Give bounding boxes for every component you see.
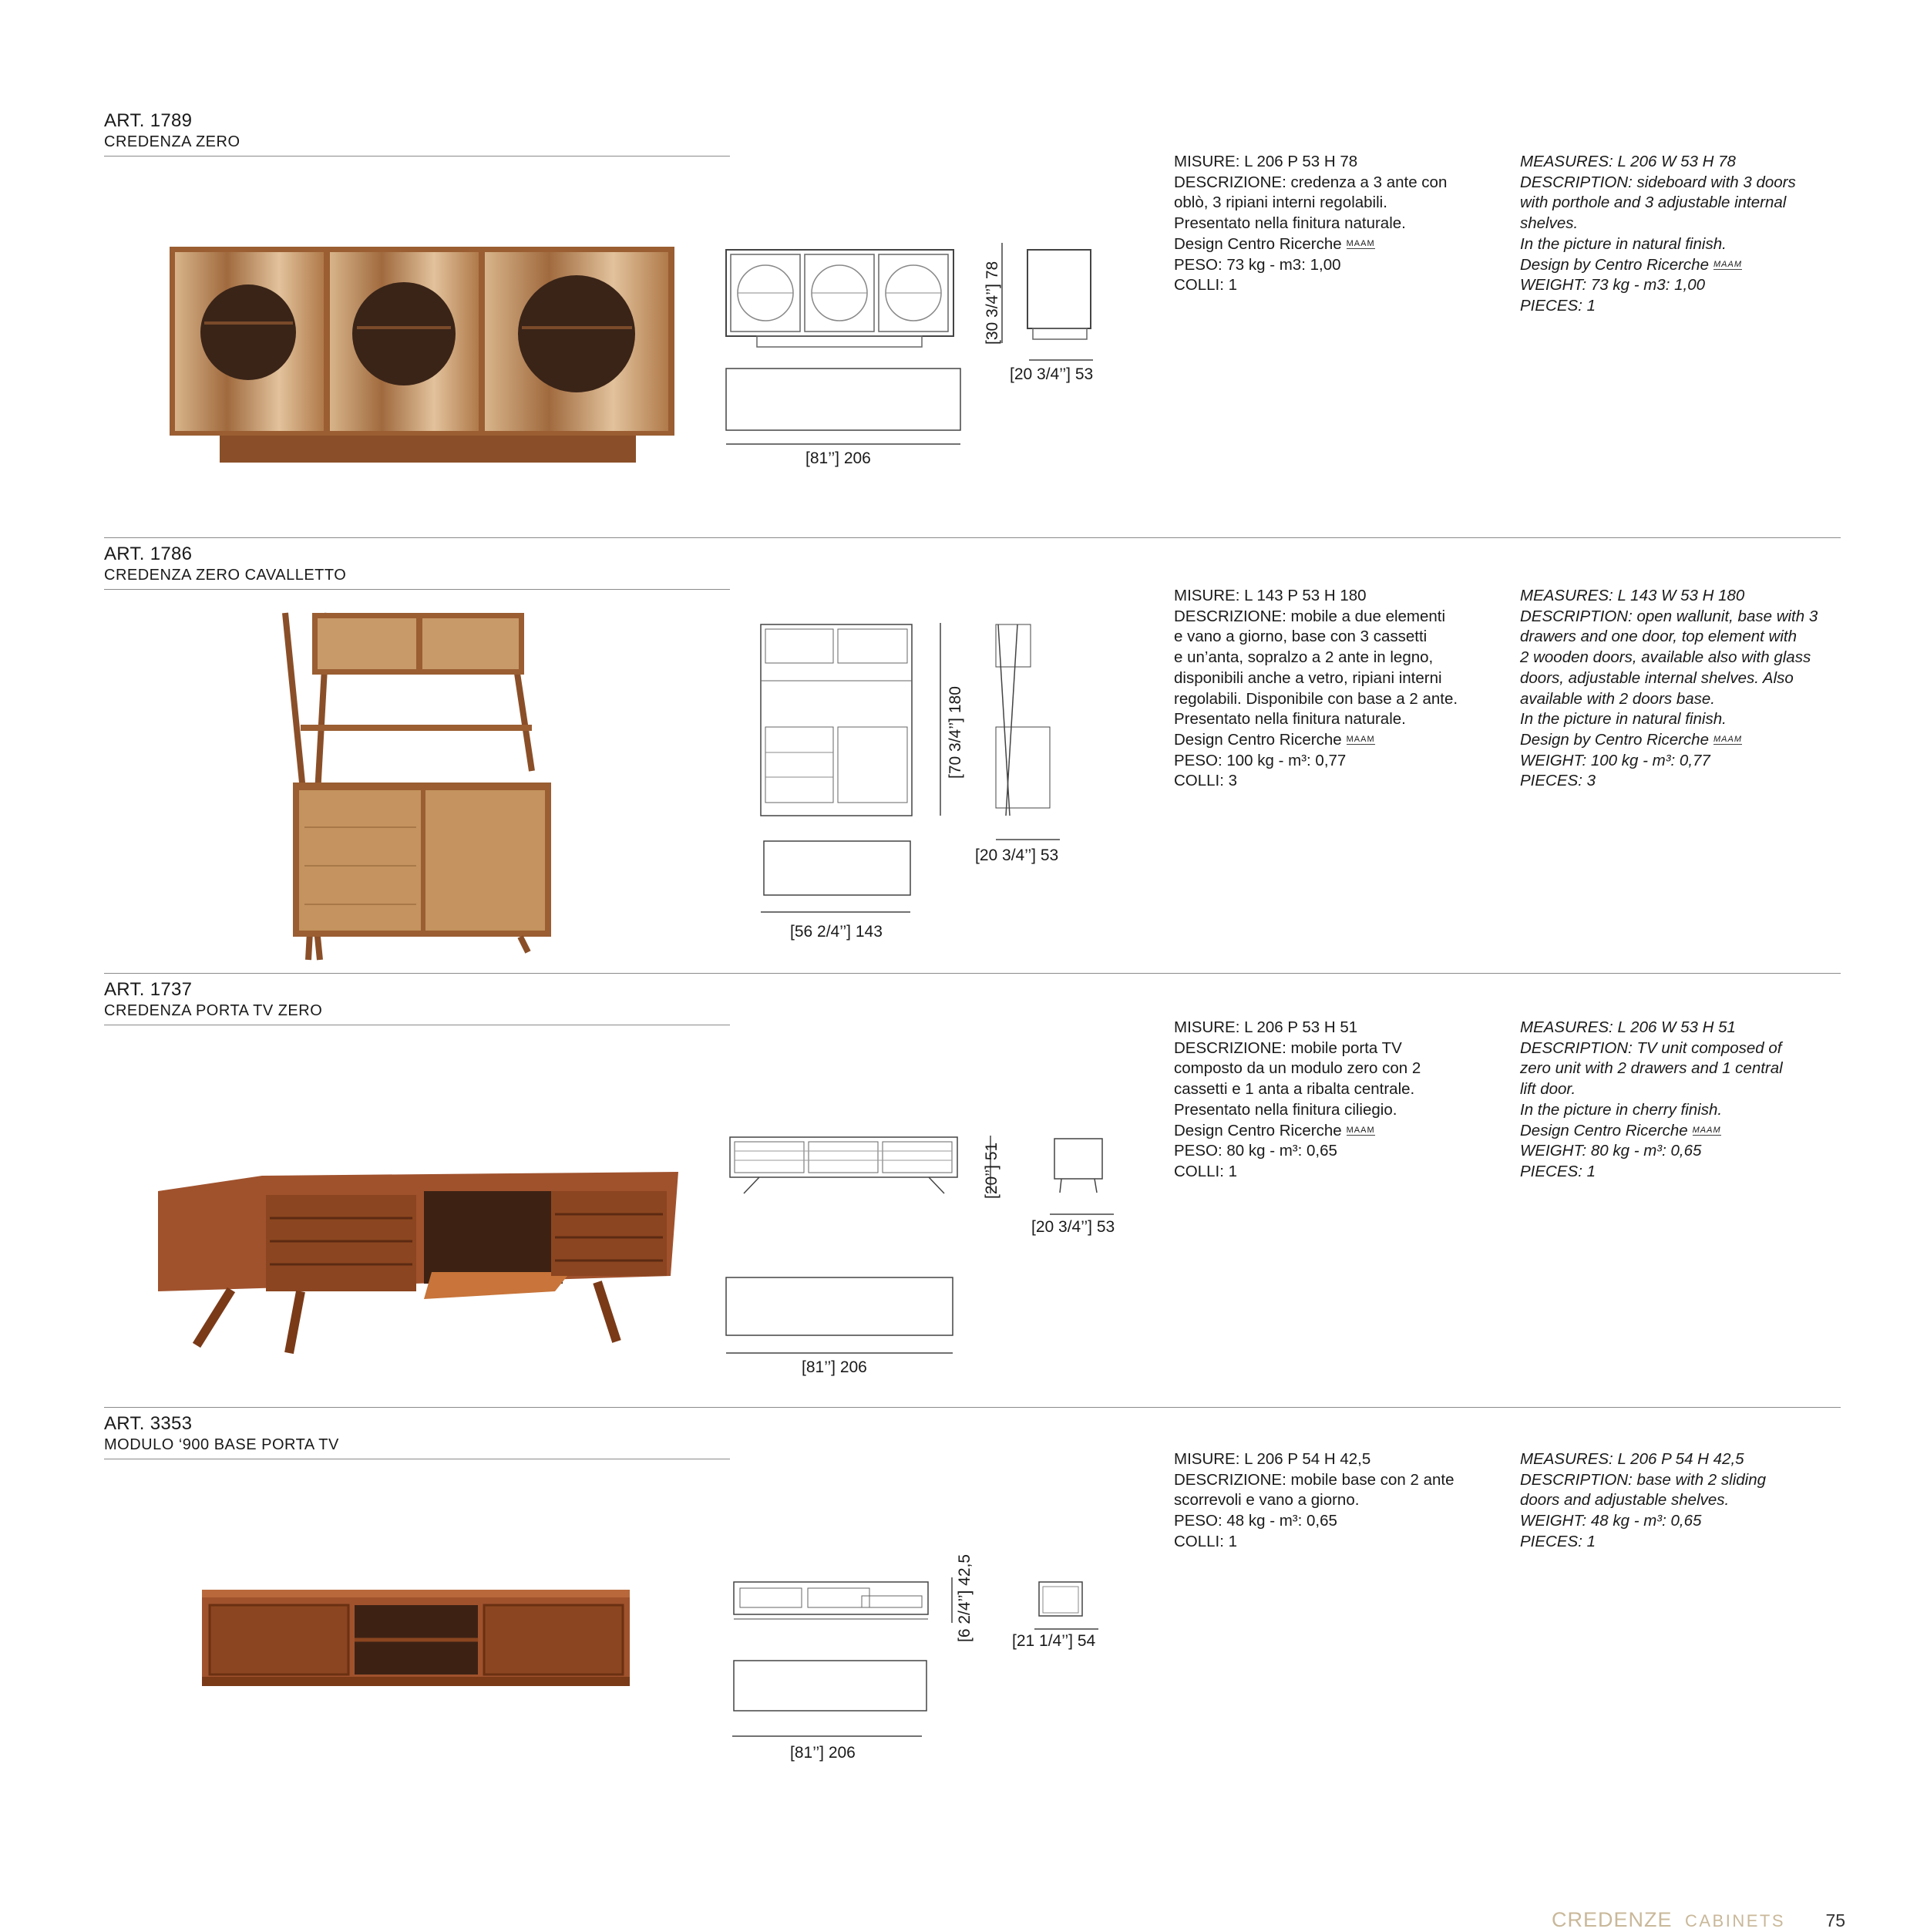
product-photo-wallunit bbox=[277, 609, 555, 964]
front-elevation-drawing bbox=[732, 1580, 933, 1623]
width-dimension: [56 2/4’’] 143 bbox=[790, 923, 883, 941]
depth-dimension-line bbox=[1027, 356, 1097, 364]
text-line: DESCRIPTION: sideboard with 3 doors bbox=[1520, 173, 1796, 191]
width-dimension: [81’’] 206 bbox=[805, 449, 871, 467]
top-view-drawing bbox=[731, 1658, 931, 1742]
depth-dimension: [21 1/4’’] 54 bbox=[1012, 1632, 1096, 1650]
text-line: scorrevoli e vano a giorno. bbox=[1174, 1491, 1360, 1510]
text-line: In the picture in cherry finish. bbox=[1520, 1100, 1723, 1119]
text-line: PIECES: 3 bbox=[1520, 772, 1596, 790]
article-name: MODULO ‘900 BASE PORTA TV bbox=[104, 1436, 339, 1453]
text-line: PIECES: 1 bbox=[1520, 1162, 1596, 1180]
depth-dimension: [20 3/4’’] 53 bbox=[1031, 1218, 1115, 1236]
maam-logo: MAAM bbox=[1713, 734, 1742, 744]
text-line: WEIGHT: 48 kg - m³: 0,65 bbox=[1520, 1512, 1702, 1530]
text-line: WEIGHT: 80 kg - m³: 0,65 bbox=[1520, 1142, 1702, 1160]
text-line: MISURE: L 206 P 53 H 51 bbox=[1174, 1018, 1358, 1036]
section-separator bbox=[104, 537, 1841, 538]
depth-dimension-line bbox=[994, 836, 1064, 843]
text-line: MEASURES: L 206 W 53 H 78 bbox=[1520, 153, 1736, 170]
text-line: COLLI: 1 bbox=[1174, 1532, 1238, 1550]
top-view-drawing bbox=[759, 836, 921, 917]
text-line: regolabili. Disponibile con base a 2 ante. bbox=[1174, 689, 1458, 708]
text-line: PESO: 48 kg - m³: 0,65 bbox=[1174, 1512, 1337, 1530]
description-italian bbox=[1174, 586, 1458, 792]
text-line: e vano a giorno, base con 3 cassetti bbox=[1174, 628, 1428, 646]
text-line: In the picture in natural finish. bbox=[1520, 234, 1727, 253]
text-line: COLLI: 1 bbox=[1174, 276, 1238, 295]
text-line: MISURE: L 143 P 53 H 180 bbox=[1174, 587, 1367, 604]
description-italian bbox=[1174, 152, 1447, 296]
text-line: COLLI: 3 bbox=[1174, 772, 1238, 790]
height-dimension: [6 2/4’’] 42,5 bbox=[956, 1553, 974, 1642]
page-number: 75 bbox=[1825, 1910, 1846, 1930]
height-dimension: [20’’] 51 bbox=[983, 1142, 1000, 1199]
top-view-drawing bbox=[725, 367, 964, 448]
description-english bbox=[1520, 1018, 1783, 1183]
text-line: WEIGHT: 100 kg - m³: 0,77 bbox=[1520, 751, 1710, 769]
side-elevation-drawing bbox=[1052, 1137, 1106, 1199]
front-elevation-drawing bbox=[725, 248, 956, 352]
text-line: PIECES: 1 bbox=[1520, 1532, 1596, 1550]
text-line: DESCRIZIONE: mobile porta TV bbox=[1174, 1038, 1402, 1057]
product-photo-tv-base bbox=[200, 1588, 632, 1688]
article-number: ART. 1786 bbox=[104, 544, 193, 564]
article-name: CREDENZA ZERO CAVALLETTO bbox=[104, 567, 347, 584]
text-line: Presentato nella finitura naturale. bbox=[1174, 214, 1406, 233]
text-line: Design Centro Ricerche bbox=[1174, 730, 1342, 749]
text-line: Design Centro Ricerche bbox=[1174, 1121, 1342, 1139]
text-line: Design by Centro Ricerche bbox=[1520, 730, 1709, 749]
page-footer bbox=[1552, 1908, 1845, 1932]
product-photo-sideboard bbox=[166, 243, 678, 466]
text-line: doors and adjustable shelves. bbox=[1520, 1491, 1730, 1510]
text-line: MISURE: L 206 P 53 H 78 bbox=[1174, 153, 1358, 170]
maam-logo: MAAM bbox=[1346, 238, 1375, 248]
depth-dimension: [20 3/4’’] 53 bbox=[1010, 365, 1094, 383]
depth-dimension: [20 3/4’’] 53 bbox=[975, 847, 1059, 864]
footer-category: CREDENZE bbox=[1552, 1908, 1673, 1931]
maam-logo: MAAM bbox=[1346, 1125, 1375, 1135]
text-line: WEIGHT: 73 kg - m3: 1,00 bbox=[1520, 276, 1705, 295]
text-line: cassetti e 1 anta a ribalta centrale. bbox=[1174, 1080, 1415, 1099]
maam-logo: MAAM bbox=[1713, 259, 1742, 269]
footer-category-en: CABINETS bbox=[1684, 1911, 1785, 1930]
text-line: COLLI: 1 bbox=[1174, 1162, 1238, 1180]
section-divider bbox=[104, 156, 730, 157]
height-dimension-line bbox=[933, 619, 948, 820]
text-line: 2 wooden doors, available also with glass bbox=[1520, 648, 1811, 667]
maam-logo: MAAM bbox=[1692, 1125, 1721, 1135]
height-dimension: [30 3/4’’] 78 bbox=[984, 261, 1001, 345]
text-line: DESCRIPTION: TV unit composed of bbox=[1520, 1038, 1782, 1057]
article-number: ART. 3353 bbox=[104, 1413, 193, 1434]
text-line: composto da un modulo zero con 2 bbox=[1174, 1059, 1421, 1078]
section-separator bbox=[104, 973, 1841, 974]
text-line: drawers and one door, top element with bbox=[1520, 628, 1797, 646]
width-dimension: [81’’] 206 bbox=[790, 1744, 856, 1762]
text-line: PESO: 73 kg - m3: 1,00 bbox=[1174, 255, 1341, 274]
text-line: oblò, 3 ripiani interni regolabili. bbox=[1174, 194, 1387, 212]
side-elevation-drawing bbox=[1037, 1580, 1087, 1623]
text-line: DESCRIPTION: base with 2 sliding bbox=[1520, 1470, 1767, 1489]
side-elevation-drawing bbox=[1025, 248, 1095, 341]
section-separator bbox=[104, 1407, 1841, 1408]
text-line: shelves. bbox=[1520, 214, 1579, 233]
text-line: e un’anta, sopralzo a 2 ante in legno, bbox=[1174, 648, 1434, 667]
description-italian bbox=[1174, 1449, 1454, 1553]
text-line: Presentato nella finitura naturale. bbox=[1174, 710, 1406, 729]
maam-logo: MAAM bbox=[1346, 734, 1375, 744]
description-italian bbox=[1174, 1018, 1421, 1183]
text-line: zero unit with 2 drawers and 1 central bbox=[1520, 1059, 1783, 1078]
text-line: DESCRIPTION: open wallunit, base with 3 bbox=[1520, 607, 1818, 625]
depth-dimension-line bbox=[1048, 1210, 1118, 1218]
text-line: doors, adjustable internal shelves. Also bbox=[1520, 668, 1794, 687]
text-line: Design Centro Ricerche bbox=[1174, 234, 1342, 253]
text-line: In the picture in natural finish. bbox=[1520, 710, 1727, 729]
article-number: ART. 1789 bbox=[104, 110, 193, 131]
description-english bbox=[1520, 1449, 1766, 1553]
front-elevation-drawing bbox=[759, 623, 921, 820]
width-dimension: [81’’] 206 bbox=[802, 1358, 867, 1376]
text-line: PIECES: 1 bbox=[1520, 296, 1596, 315]
text-line: DESCRIZIONE: mobile a due elementi bbox=[1174, 607, 1446, 625]
text-line: DESCRIZIONE: credenza a 3 ante con bbox=[1174, 173, 1448, 191]
description-english bbox=[1520, 152, 1796, 317]
text-line: disponibili anche a vetro, ripiani interni bbox=[1174, 668, 1442, 687]
text-line: PESO: 80 kg - m³: 0,65 bbox=[1174, 1142, 1337, 1160]
text-line: Presentato nella finitura ciliegio. bbox=[1174, 1100, 1397, 1119]
text-line: DESCRIZIONE: mobile base con 2 ante bbox=[1174, 1470, 1454, 1489]
text-line: with porthole and 3 adjustable internal bbox=[1520, 194, 1787, 212]
text-line: available with 2 doors base. bbox=[1520, 689, 1715, 708]
top-view-drawing bbox=[725, 1276, 964, 1357]
text-line: lift door. bbox=[1520, 1080, 1576, 1099]
section-divider bbox=[104, 589, 730, 590]
article-name: CREDENZA PORTA TV ZERO bbox=[104, 1002, 323, 1019]
text-line: Design Centro Ricerche bbox=[1520, 1121, 1688, 1139]
text-line: MEASURES: L 206 P 54 H 42,5 bbox=[1520, 1450, 1744, 1468]
side-elevation-drawing bbox=[994, 623, 1056, 820]
description-english bbox=[1520, 586, 1818, 792]
article-name: CREDENZA ZERO bbox=[104, 133, 240, 150]
product-photo-tv-unit bbox=[154, 1160, 678, 1361]
text-line: Design by Centro Ricerche bbox=[1520, 255, 1709, 274]
text-line: MEASURES: L 206 W 53 H 51 bbox=[1520, 1018, 1736, 1036]
height-dimension: [70 3/4’’] 180 bbox=[947, 686, 964, 779]
text-line: MEASURES: L 143 W 53 H 180 bbox=[1520, 587, 1745, 604]
article-number: ART. 1737 bbox=[104, 979, 193, 1000]
front-elevation-drawing bbox=[728, 1136, 960, 1197]
text-line: PESO: 100 kg - m³: 0,77 bbox=[1174, 751, 1347, 769]
text-line: MISURE: L 206 P 54 H 42,5 bbox=[1174, 1450, 1371, 1468]
